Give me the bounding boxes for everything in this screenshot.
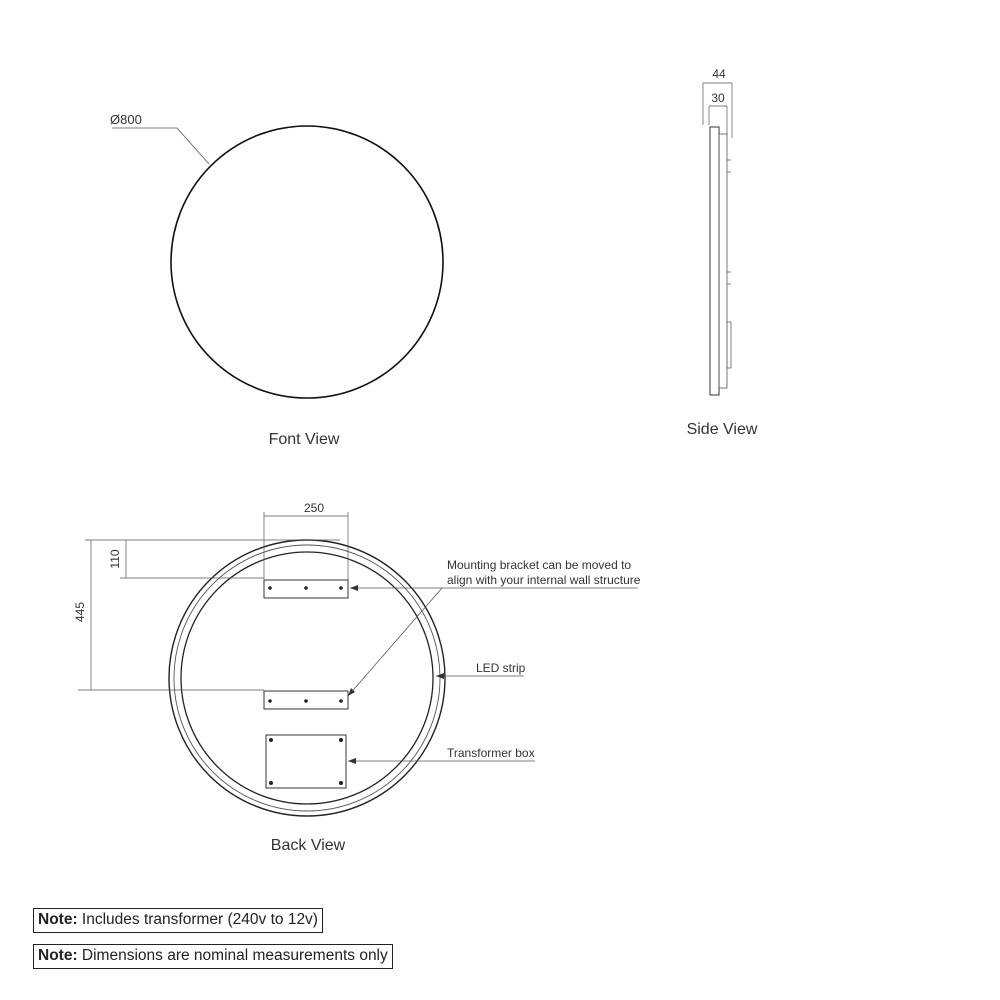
side-view-glass-profile [710, 127, 719, 395]
dim-top-offset-label: 110 [108, 549, 122, 569]
front-view-mirror-outline [171, 126, 443, 398]
back-view [73, 501, 641, 854]
dim-bracket-width-label: 250 [303, 501, 325, 515]
callout-bracket-line2: align with your internal wall structure [447, 573, 641, 587]
note-dimensions [33, 944, 393, 969]
front-view [110, 112, 443, 448]
diameter-leader-line [112, 128, 209, 164]
side-view-caption: Side View [686, 421, 758, 438]
back-view-caption: Back View [270, 837, 346, 854]
diameter-label: Ø800 [110, 112, 142, 127]
side-view [687, 67, 758, 438]
front-view-caption: Font View [268, 431, 340, 448]
callout-led-strip: LED strip [476, 661, 526, 675]
note-transformer [33, 908, 323, 933]
dim-depth-frame-label: 30 [711, 91, 725, 105]
note-label: Note: [38, 947, 78, 964]
callout-bracket-line1: Mounting bracket can be moved to [447, 558, 632, 572]
dim-depth-total-label: 44 [712, 67, 726, 81]
transformer-box [266, 735, 346, 788]
side-view-frame-profile [719, 134, 727, 388]
note-text: Includes transformer (240v to 12v) [81, 911, 318, 928]
note-label: Note: [38, 911, 78, 928]
mounting-bracket-top [264, 580, 348, 598]
note-text: Dimensions are nominal measurements only [81, 947, 388, 964]
mounting-bracket-bottom [264, 691, 348, 709]
callout-transformer: Transformer box [447, 746, 535, 760]
dim-bracket-spacing-label: 445 [73, 601, 87, 623]
side-view-transformer-profile [727, 322, 731, 368]
